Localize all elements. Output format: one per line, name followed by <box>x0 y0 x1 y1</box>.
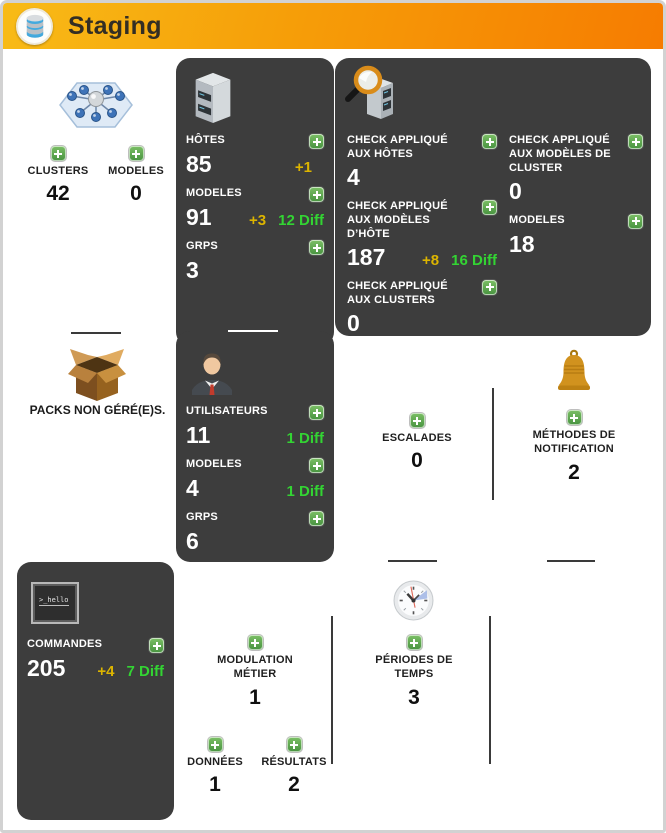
add-command-button[interactable] <box>149 638 164 653</box>
row-label: MODELES <box>509 213 565 226</box>
host-models-row <box>186 187 324 232</box>
row-value: 11 <box>186 422 211 448</box>
bell-icon <box>553 349 595 400</box>
row-label: COMMANDES <box>27 638 103 650</box>
stat-label: ESCALADES <box>382 432 452 444</box>
hosts-row <box>186 134 324 179</box>
add-user-button[interactable] <box>309 405 324 420</box>
add-host-button[interactable] <box>309 134 324 149</box>
row-label: GRPS <box>186 240 218 252</box>
row-label: CHECK APPLIQUÉ AUX HÔTES <box>347 134 448 160</box>
row-value: 85 <box>186 151 212 177</box>
user-groups-row <box>186 511 324 556</box>
add-escalade-button[interactable] <box>410 413 425 428</box>
row-added-count: +4 <box>97 663 115 680</box>
magnifier-server-icon <box>345 64 403 122</box>
add-notification-method-button[interactable] <box>567 410 582 425</box>
stat-value: 1 <box>209 773 221 797</box>
checks-column-right <box>509 134 643 267</box>
commands-card <box>17 562 174 820</box>
host-checks-row <box>347 134 497 192</box>
add-host-check-button[interactable] <box>482 134 497 149</box>
resultats-stat <box>257 737 331 797</box>
add-resultats-button[interactable] <box>287 737 302 752</box>
row-label: CHECK APPLIQUÉ AUX MODÈLES D’HÔTE <box>347 199 448 240</box>
stat-label: DONNÉES <box>187 756 243 768</box>
commands-row <box>27 638 164 683</box>
stat-label: RÉSULTATS <box>261 756 327 768</box>
section-divider <box>489 616 491 764</box>
add-host-model-check-button[interactable] <box>482 200 497 215</box>
checks-card <box>335 58 651 336</box>
person-icon <box>190 347 234 395</box>
row-value: 0 <box>347 309 360 336</box>
add-host-model-button[interactable] <box>309 187 324 202</box>
stat-value: 2 <box>568 460 580 484</box>
section-divider <box>388 560 437 562</box>
row-diff-count: 1 Diff <box>286 483 324 500</box>
card-separator <box>228 330 278 332</box>
row-diff-count: 1 Diff <box>286 430 324 447</box>
row-value: 91 <box>186 204 212 230</box>
clusters-stat <box>17 146 99 206</box>
row-label: CHECK APPLIQUÉ AUX CLUSTERS <box>347 279 448 306</box>
stat-label: MODELES <box>108 165 164 177</box>
stat-label: CLUSTERS <box>27 165 89 177</box>
stat-value: 1 <box>249 685 261 709</box>
row-value: 4 <box>347 163 360 190</box>
server-tower-icon <box>190 70 236 124</box>
users-card <box>176 331 334 562</box>
host-model-checks-row <box>347 200 497 272</box>
row-label: UTILISATEURS <box>186 405 268 417</box>
add-cluster-model-check-button[interactable] <box>628 134 643 149</box>
cluster-models-stat <box>95 146 177 206</box>
row-added-count: +8 <box>422 251 440 269</box>
add-donnees-button[interactable] <box>208 737 223 752</box>
add-cluster-check-button[interactable] <box>482 280 497 295</box>
page-header <box>3 3 663 49</box>
cluster-model-checks-row <box>509 134 643 206</box>
stat-value: 2 <box>288 773 300 797</box>
terminal-text: >_hello <box>39 596 69 604</box>
add-check-model-button[interactable] <box>628 214 643 229</box>
stat-value: 3 <box>408 685 420 709</box>
row-value: 205 <box>27 655 66 681</box>
row-added-count: +3 <box>249 212 267 229</box>
stat-label: MÉTHODES DE NOTIFICATION <box>532 429 616 456</box>
add-cluster-button[interactable] <box>51 146 66 161</box>
row-diff-count: 12 Diff <box>278 212 324 229</box>
row-label: MODELES <box>186 187 242 199</box>
add-business-modulation-button[interactable] <box>248 635 263 650</box>
stat-value: 0 <box>130 182 142 206</box>
page-title: Staging <box>68 11 162 40</box>
row-label: HÔTES <box>186 134 225 146</box>
row-label: CHECK APPLIQUÉ AUX MODÈLES DE CLUSTER <box>509 134 611 174</box>
database-icon <box>16 8 53 45</box>
stat-value: 42 <box>46 182 70 206</box>
packs-unmanaged-label: PACKS NON GÉRÉ(E)S. <box>29 403 166 417</box>
cluster-checks-row <box>347 280 497 338</box>
checks-column-left <box>347 134 497 346</box>
stat-label: PÉRIODES DE TEMPS <box>375 654 453 681</box>
notification-methods-stat <box>520 410 628 485</box>
clock-icon <box>393 580 434 626</box>
add-time-period-button[interactable] <box>407 635 422 650</box>
row-value: 3 <box>186 257 199 283</box>
section-divider <box>331 616 333 764</box>
terminal-icon <box>31 582 79 624</box>
stat-label: MODULATION MÉTIER <box>217 654 293 681</box>
row-diff-count: 7 Diff <box>126 663 164 680</box>
hosts-card <box>176 58 334 346</box>
row-value: 4 <box>186 475 199 501</box>
add-user-group-button[interactable] <box>309 511 324 526</box>
add-cluster-model-button[interactable] <box>129 146 144 161</box>
row-added-count: +1 <box>294 159 312 176</box>
row-label: GRPS <box>186 511 218 523</box>
add-user-model-button[interactable] <box>309 458 324 473</box>
section-divider <box>71 332 121 334</box>
section-divider <box>547 560 595 562</box>
row-value: 0 <box>509 177 522 204</box>
user-models-row <box>186 458 324 503</box>
add-host-group-button[interactable] <box>309 240 324 255</box>
row-value: 187 <box>347 243 386 270</box>
row-label: MODELES <box>186 458 242 470</box>
open-box-icon <box>63 345 131 408</box>
host-groups-row <box>186 240 324 285</box>
business-modulation-stat <box>195 635 315 710</box>
stat-value: 0 <box>411 449 423 473</box>
escalades-stat <box>375 413 459 473</box>
row-diff-count: 16 Diff <box>451 251 497 269</box>
cluster-network-icon <box>58 81 134 134</box>
row-value: 18 <box>509 230 535 257</box>
section-divider <box>492 388 494 500</box>
time-periods-stat <box>361 635 467 710</box>
users-row <box>186 405 324 450</box>
row-value: 6 <box>186 528 199 554</box>
donnees-stat <box>183 737 247 797</box>
check-models-row <box>509 214 643 259</box>
